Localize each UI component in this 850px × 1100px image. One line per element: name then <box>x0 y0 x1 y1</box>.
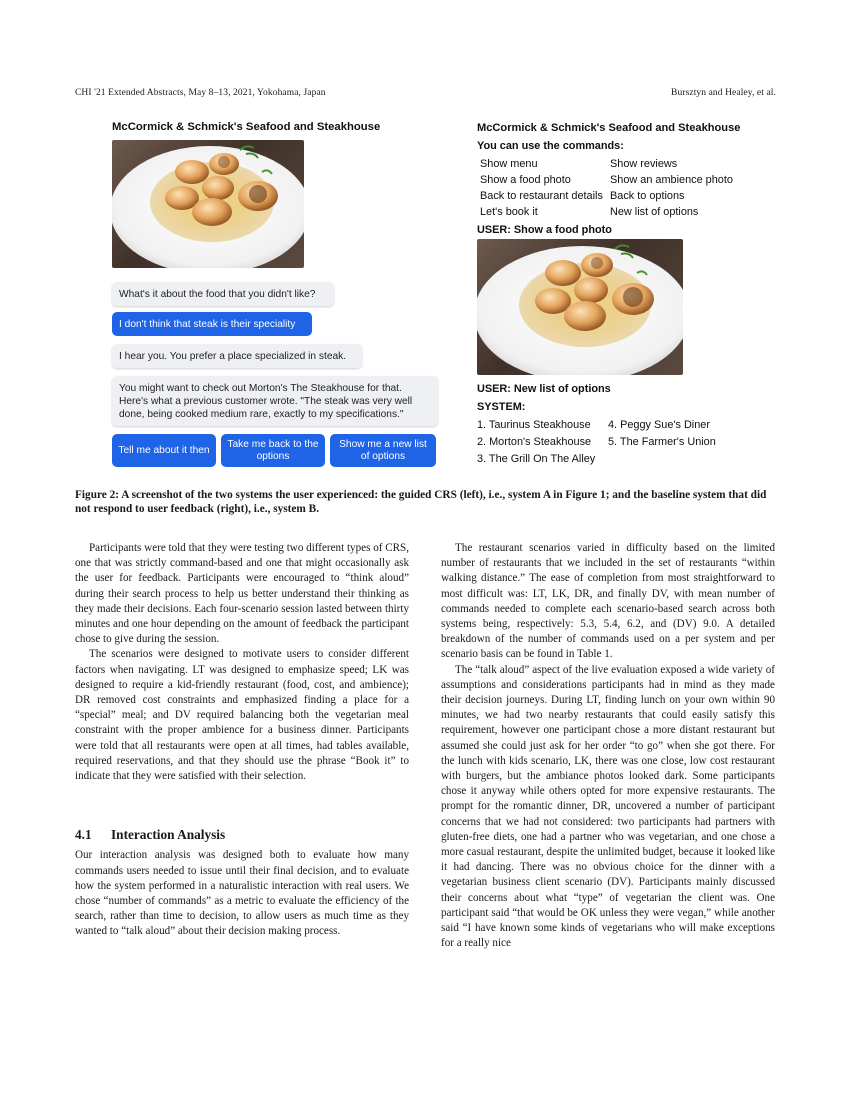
command-new-list: New list of options <box>610 206 699 218</box>
user-message-1: I don't think that steak is their speciality <box>112 312 312 336</box>
option-2: 2. Morton's Steakhouse <box>477 436 592 448</box>
section-number: 4.1 <box>75 827 92 843</box>
system-message-3: You might want to check out Morton's The Steakhouse for that. Here's what a previous customer wrote. "The steak was very well done, being cooked medium rare, exactly to my specifications." <box>112 376 438 426</box>
command-show-reviews: Show reviews <box>610 158 678 170</box>
figure-caption: Figure 2: A screenshot of the two systems the user experienced: the guided CRS (left), i.e., system A in Figure 1; and the baseline system that did not respond to user feedback (right), i.e., system B. <box>75 489 767 516</box>
left-column <box>75 541 409 940</box>
scallops-plate-image <box>112 140 304 268</box>
paragraph: The “talk aloud” aspect of the live evaluation exposed a wide variety of assumptions and considerations participants had in mind as they made their decision journeys. During LT, finding lunch on your own within 90 minutes, we had two nearby restaurants that could easily satisfy this requirement, however one participant chose a more distant restaurant but assumed she could just ask for her order “to go” when she got there. For the lunch with kids scenario, LK, there was one close, low cost restaurant with burgers, but the ambiance photos looked dark. Some participants chose it anyway while others opted for more expensive restaurants. The prompt for the romantic dinner, DR, uncovered a number of participant concerns that we had not considered: two participants had partners with gluten-free diets, one had a partner who was vegetarian, and one chose a more casual restaurant, despite the unlimited budget, because it looked like it had dancing. There was no obvious choice for the dinner with a vegetarian business client scenario (DV). Participants mainly discussed their concerns about what “type” of vegetarian the client was. One participant said “that would be OK unless they were vegan,” while another said “I have known some kinds of vegetarians who will make exceptions for a really nice <box>441 663 775 950</box>
right-panel-title: McCormick & Schmick's Seafood and Steakhouse <box>477 122 741 134</box>
section-title: Interaction Analysis <box>111 827 226 843</box>
system-message-2: I hear you. You prefer a place specialized in steak. <box>112 344 362 368</box>
option-1: 1. Taurinus Steakhouse <box>477 419 591 431</box>
new-list-of-options-button[interactable]: Show me a new list of options <box>330 434 436 467</box>
command-back-to-details: Back to restaurant details <box>480 190 603 202</box>
user-new-list-request: USER: New list of options <box>477 383 611 395</box>
right-column <box>441 541 775 951</box>
command-show-menu: Show menu <box>480 158 538 170</box>
paragraph: Participants were told that they were testing two different types of CRS, one that was strictly command-based and one that might occasionally ask the user for feedback. Participants were encouraged to “think aloud” during their search process to help us better understand their thinking as they made their decisions. Each four-scenario session lasted between thirty minutes and one hour depending on the amount of feedback the participant chose to give during the session. <box>75 542 409 646</box>
paragraph: Our interaction analysis was designed both to evaluate how many commands users needed to issue until their final decision, and to evaluate how the system performed in a naturalistic interaction with real users. We chose “number of commands” as a metric to evaluate the efficiency of the search, rather than time to decision, to allow users as much time as they wanted to “talk aloud” about their decision making process. <box>75 849 409 938</box>
commands-heading: You can use the commands: <box>477 140 624 152</box>
food-photo-left <box>112 140 304 268</box>
option-3: 3. The Grill On The Alley <box>477 453 596 465</box>
section-heading <box>75 827 409 842</box>
running-header-right: Bursztyn and Healey, et al. <box>671 88 776 98</box>
paragraph: The restaurant scenarios varied in difficulty based on the limited number of restaurants that we included in the set of restaurants “within walking distance.” The ease of completion from most straightforward to most difficult was: LT, LK, DR, and finally DV, with mean number of commands needed to complete each scenario-based search across both systems being, respectively: 5.3, 5.4, 6.2, and (DV) 9.0. A detailed breakdown of the number of commands used on a per system and per scenario basis can be found in Table 1. <box>441 542 775 661</box>
command-lets-book-it: Let's book it <box>480 206 538 218</box>
command-show-ambience-photo: Show an ambience photo <box>610 174 733 186</box>
back-to-options-button[interactable]: Take me back to the options <box>221 434 325 467</box>
command-show-food-photo: Show a food photo <box>480 174 571 186</box>
option-5: 5. The Farmer's Union <box>608 436 716 448</box>
running-header-left: CHI '21 Extended Abstracts, May 8–13, 2021, Yokohama, Japan <box>75 88 326 98</box>
left-panel-title: McCormick & Schmick's Seafood and Steakhouse <box>112 121 381 133</box>
food-photo-right <box>477 239 683 375</box>
paragraph: The scenarios were designed to motivate users to consider different factors when navigating. LT was designed to emphasize speed; LK was designed to require a kid-friendly restaurant (food, cost, and ambience); DR removed cost constraints and emphasized finding a place for a “special” meal; and DV required balancing both the vegetarian meal constraint with the proper ambience for a business dinner. Participants were told that all restaurants were open at all times, had tables available, required reservations, and that they should use the phrase “Book it” to indicate that they were satisfied with their selection. <box>75 648 409 783</box>
option-4: 4. Peggy Sue's Diner <box>608 419 710 431</box>
system-message-1: What's it about the food that you didn't like? <box>112 282 334 306</box>
user-food-photo-request: USER: Show a food photo <box>477 224 612 236</box>
tell-me-about-it-button[interactable]: Tell me about it then <box>112 434 216 467</box>
system-label: SYSTEM: <box>477 401 526 413</box>
scallops-plate-image-right <box>477 239 683 375</box>
command-back-to-options: Back to options <box>610 190 685 202</box>
